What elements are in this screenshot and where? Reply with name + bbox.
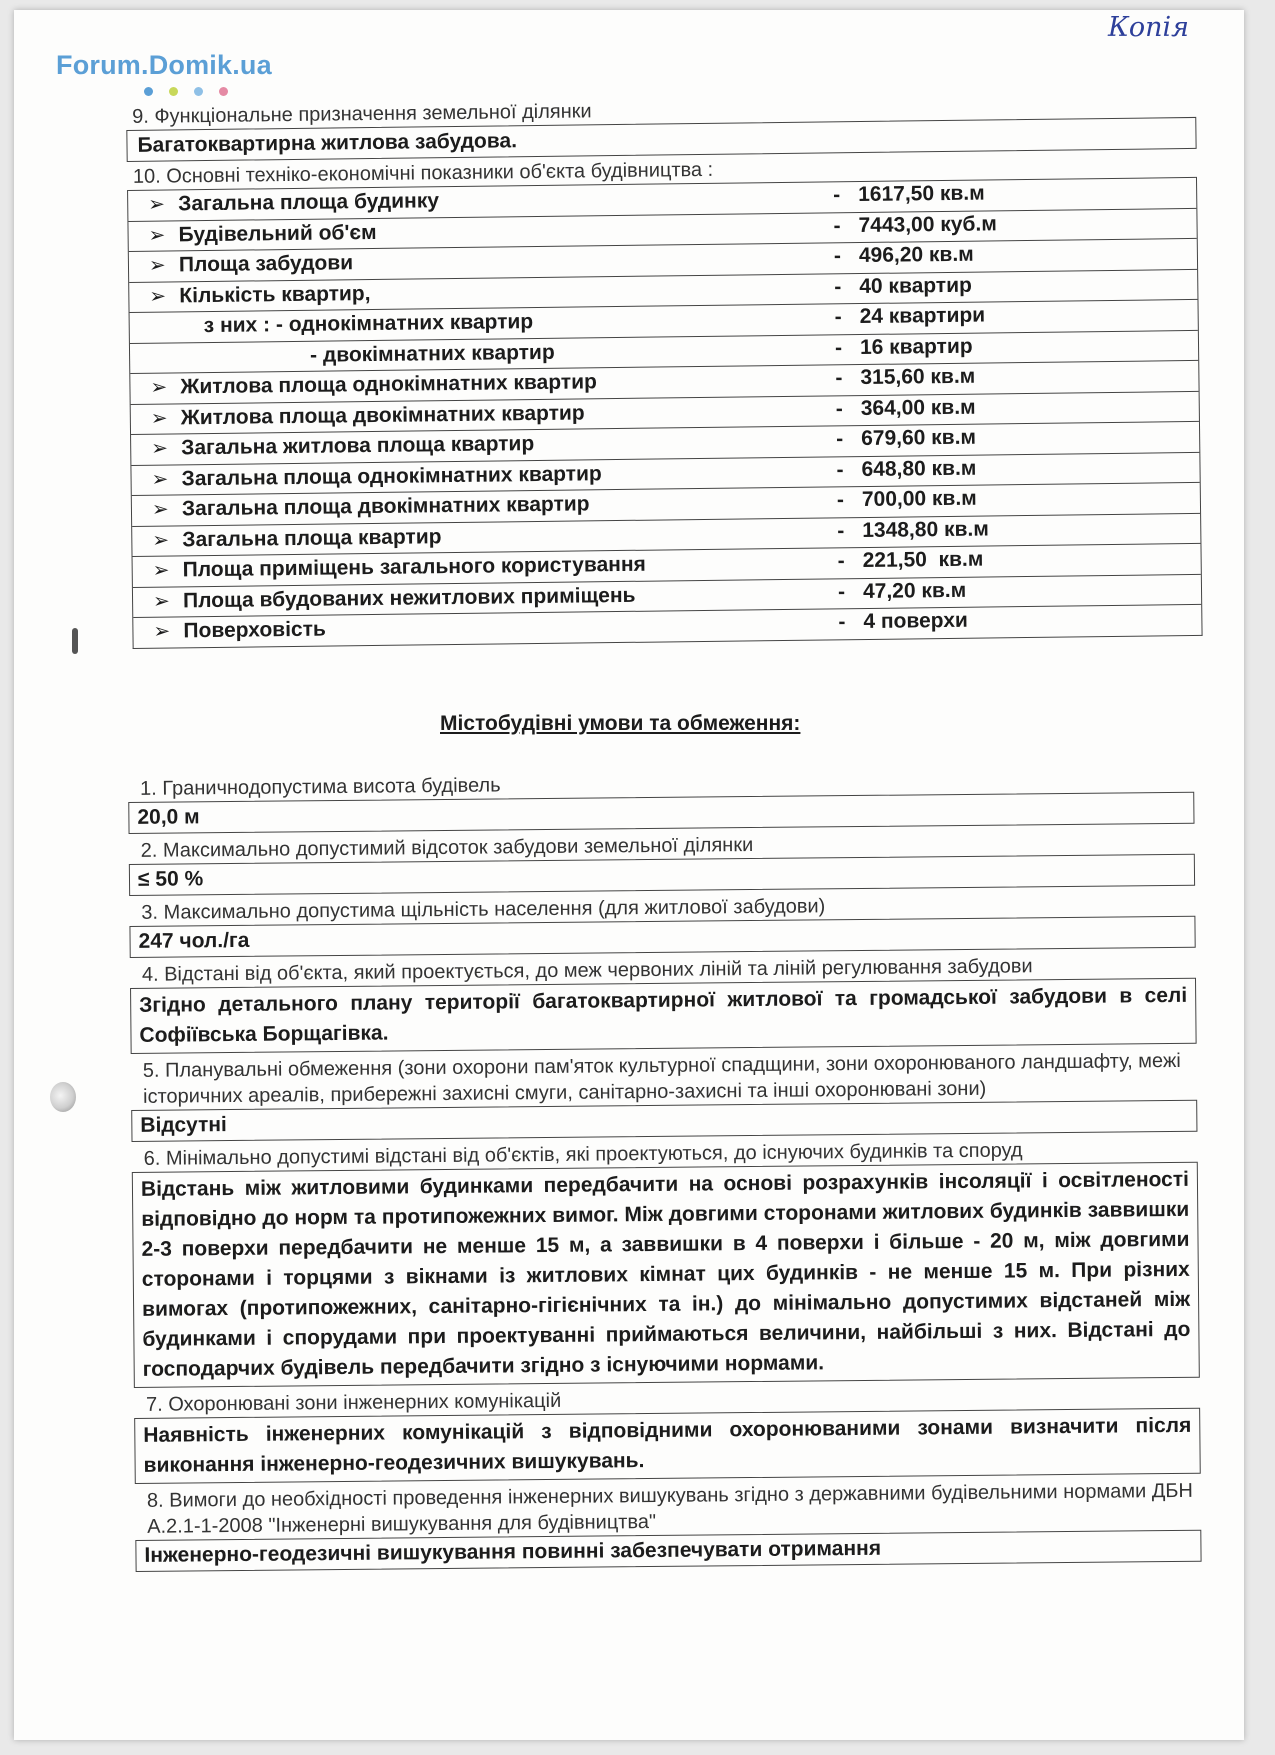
- bullet-arrow-icon: ➢: [152, 559, 170, 582]
- item3-label: 3. Максимально допустима щільність населення (для житлової забудови): [141, 895, 826, 924]
- indicator-dash: -: [834, 274, 842, 298]
- indicator-label: Площа вбудованих нежитлових приміщень: [182, 583, 636, 612]
- item8-label: 8. Вимоги до необхідності проведення інженерних вишукувань згідно з державними будівельними нормами ДБН А.2.1-1-2008 "Інженерні вишукування для будівництва": [146, 1479, 1194, 1538]
- indicator-dash: -: [837, 549, 845, 573]
- indicator-dash: -: [834, 335, 843, 359]
- bullet-arrow-icon: ➢: [150, 376, 168, 399]
- indicator-label: Загальна площа двокімнатних квартир: [181, 492, 590, 521]
- bullet-arrow-icon: ➢: [149, 285, 167, 308]
- dot-2: [169, 87, 178, 96]
- indicator-dash: -: [836, 427, 844, 451]
- item8-value: Інженерно-геодезичні вишукування повинні забезпечувати отримання: [135, 1530, 1201, 1572]
- indicator-value: 364,00 кв.м: [860, 395, 976, 420]
- indicator-dash: -: [833, 183, 841, 207]
- indicator-label: Площа забудови: [178, 251, 354, 277]
- indicator-dash: -: [835, 396, 843, 420]
- staple-mark: [72, 628, 78, 654]
- item9-label: 9. Функціональне призначення земельної ділянки: [132, 100, 592, 128]
- indicator-value: 496,20 кв.м: [858, 242, 974, 268]
- indicator-dash: -: [837, 579, 846, 603]
- indicator-value: 24 квартири: [859, 303, 986, 329]
- indicator-dash: -: [836, 488, 845, 512]
- bullet-arrow-icon: ➢: [151, 437, 169, 460]
- dot-3: [194, 87, 203, 96]
- item5-value: Відсутні: [131, 1100, 1197, 1142]
- indicator-label: Загальна площа квартир: [182, 524, 442, 551]
- indicator-value: 16 квартир: [859, 334, 973, 359]
- item2-label: 2. Максимально допустимий відсоток забудови земельної ділянки: [140, 834, 754, 862]
- indicator-value: 315,60 кв.м: [860, 364, 976, 390]
- indicator-value: 4 поверхи: [863, 608, 968, 634]
- item7-label: 7. Охоронювані зони інженерних комунікацій: [145, 1389, 562, 1416]
- indicator-value: 648,80 кв.м: [861, 456, 977, 481]
- item10-label: 10. Основні техніко-економічні показники об'єкта будівництва :: [132, 158, 714, 188]
- item5-label: 5. Планувальні обмеження (зони охорони пам'яток культурної спадщини, зони охоронюваного ландшафту, межі історичних ареалів, прибережні захисні смуги, санітарно-захисні та інші охоронювані зони): [142, 1049, 1181, 1108]
- indicator-label: Житлова площа однокімнатних квартир: [180, 370, 597, 399]
- item4-label: 4. Відстані від об'єкта, який проектується, до меж червоних ліній та ліній регулювання забудови: [141, 955, 1033, 986]
- indicator-label: Загальна площа будинку: [178, 189, 440, 216]
- bullet-arrow-icon: ➢: [150, 407, 168, 430]
- indicator-dash: -: [837, 518, 845, 542]
- item6-value: Відстань між житловими будинками передбачити на основі розрахунків інсоляції і освітленості відповідно до норм та протипожежних вимог. Між довгими сторонами житлових будинків заввишки 2-3 поверхи передбачити не менше 15 м, а заввишки в 4 поверхи і більше - 20 м, між довгими сторонами і торцями з вікнами із житлових кімнат цих будинків - не менше 15 м. При різних вимогах (протипожежних, санітарно-гігієнічних та ін.) до мінімально допустимих відстаней між будинками і спорудами при проектуванні приймаються величини, найбільші з них. Відстані до господарчих будівель передбачити згідно з існуючими нормами.: [132, 1162, 1200, 1388]
- indicator-dash: -: [838, 610, 846, 634]
- handwritten-note: Копія: [1108, 12, 1190, 43]
- indicator-label: з них : - однокімнатних квартир: [203, 310, 534, 338]
- indicator-dash: -: [835, 366, 843, 390]
- indicator-dash: -: [836, 457, 844, 481]
- watermark-logo: Forum.Domik.ua: [56, 50, 272, 80]
- bullet-arrow-icon: ➢: [151, 498, 169, 521]
- watermark-dots: [144, 87, 228, 96]
- section-conditions: [128, 766, 1202, 1572]
- hole-punch: [50, 1082, 76, 1112]
- indicator-dash: -: [833, 244, 842, 268]
- indicator-dash: -: [834, 305, 842, 329]
- item1-value: 20,0 м: [128, 792, 1194, 834]
- indicator-value: 221,50 кв.м: [862, 547, 984, 573]
- item6-label: 6. Мінімально допустимі відстані від об'єктів, які проектуються, до існуючих будинків та споруд: [143, 1139, 1023, 1170]
- indicator-label: Кількість квартир,: [179, 281, 371, 307]
- indicator-value: 40 квартир: [859, 273, 973, 298]
- bullet-arrow-icon: ➢: [148, 224, 166, 247]
- bullet-arrow-icon: ➢: [152, 529, 170, 552]
- item7-value: Наявність інженерних комунікацій з відповідними охоронюваними зонами визначити після виконання інженерно-геодезичних вишукувань.: [134, 1408, 1201, 1484]
- indicator-value: 7443,00 куб.м: [858, 211, 997, 237]
- bullet-arrow-icon: ➢: [151, 468, 169, 491]
- bullet-arrow-icon: ➢: [148, 193, 166, 216]
- dot-1: [144, 87, 153, 96]
- indicator-label: Загальна житлова площа квартир: [181, 432, 535, 460]
- indicator-table: [127, 177, 1203, 649]
- item1-label: 1. Граничнодопустима висота будівель: [140, 774, 501, 800]
- dot-4: [219, 87, 228, 96]
- indicator-value: 47,20 кв.м: [862, 578, 967, 603]
- section-heading: Містобудівні умови та обмеження:: [440, 712, 801, 735]
- item2-value: ≤ 50 %: [129, 854, 1195, 896]
- indicator-value: 679,60 кв.м: [861, 425, 977, 451]
- item9-value: Багатоквартирна житлова забудова.: [126, 117, 1196, 162]
- bullet-arrow-icon: ➢: [148, 254, 166, 277]
- indicator-value: 1348,80 кв.м: [862, 516, 989, 542]
- indicator-dash: -: [833, 213, 841, 237]
- section-indicators: [126, 91, 1203, 649]
- bullet-arrow-icon: ➢: [153, 620, 171, 643]
- indicator-label: Житлова площа двокімнатних квартир: [180, 400, 585, 429]
- indicator-label: Будівельний об'єм: [178, 220, 377, 246]
- bullet-arrow-icon: ➢: [152, 590, 170, 613]
- indicator-label: Площа приміщень загального користування: [182, 552, 646, 582]
- indicator-label: Загальна площа однокімнатних квартир: [181, 461, 602, 490]
- indicator-value: 1617,50 кв.м: [858, 181, 985, 207]
- indicator-label: Поверховість: [183, 617, 326, 643]
- item4-value: Згідно детального плану території багатоквартирної житлової та громадської забудови в селі Софіївська Борщагівка.: [130, 978, 1197, 1054]
- item3-value: 247 чол./га: [129, 916, 1195, 958]
- indicator-value: 700,00 кв.м: [861, 486, 977, 512]
- indicator-label: - двокімнатних квартир: [309, 340, 555, 367]
